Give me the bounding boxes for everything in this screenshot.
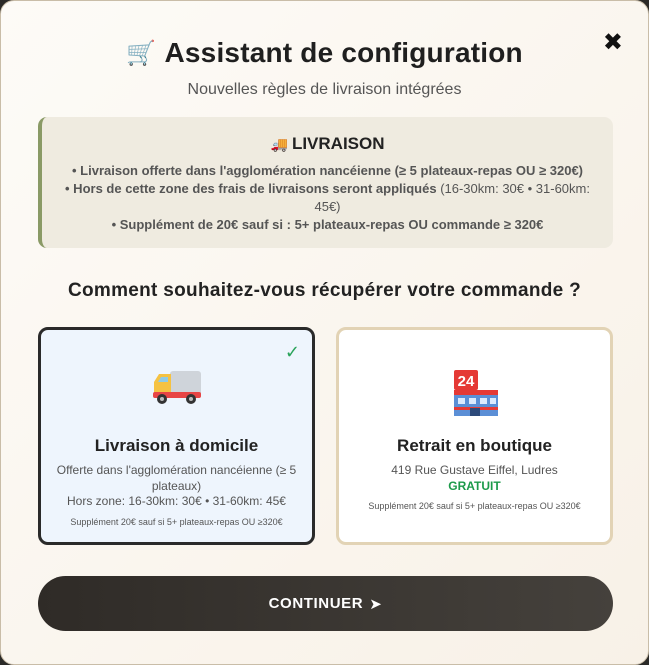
delivery-option-title: Livraison à domicile	[94, 436, 259, 455]
info-line-3-text: • Supplément de 20€ sauf si : 5+ plateaux-repas OU commande ≥ 320€	[111, 217, 544, 232]
delivery-option-card[interactable]	[38, 327, 315, 545]
title-row	[1, 37, 648, 69]
arrow-right-icon: ➤	[369, 595, 383, 613]
pickup-surcharge-note: Supplément 20€ sauf si 5+ plateaux-repas OU ≥320€	[368, 501, 581, 511]
info-line-3	[42, 216, 613, 234]
page-subtitle: Nouvelles règles de livraison intégrées	[187, 81, 462, 98]
info-title	[42, 134, 613, 154]
close-icon[interactable]: ✖	[602, 29, 623, 56]
pickup-address: 419 Rue Gustave Eiffel, Ludres	[391, 463, 558, 477]
pickup-option-card[interactable]	[336, 327, 613, 545]
info-title-text: LIVRAISON	[291, 134, 385, 153]
delivery-info-box	[38, 117, 613, 248]
delivery-surcharge-note: Supplément 20€ sauf si 5+ plateaux-repas OU ≥320€	[70, 516, 283, 527]
store-24-icon	[339, 368, 610, 412]
delivery-desc-line-2: Hors zone: 16-30km: 30€ • 31-60km: 45€	[67, 494, 286, 508]
shopping-cart-icon: 🛒	[126, 39, 157, 67]
delivery-option-description	[41, 463, 312, 530]
info-line-2-bold: • Hors de cette zone des frais de livraisons seront appliqués	[65, 181, 437, 196]
pickup-option-title: Retrait en boutique	[397, 436, 552, 455]
delivery-desc-line-1: Offerte dans l'agglomération nancéienne (≥ 5 plateaux)	[56, 463, 297, 493]
page-title: Assistant de configuration	[164, 37, 523, 68]
info-line-2-rest: (16-30km: 30€ • 31-60km: 45€)	[314, 181, 590, 214]
continue-label: CONTINUER	[268, 595, 364, 612]
continue-button[interactable]	[38, 576, 613, 631]
delivery-truck-icon: 🚚	[270, 136, 288, 152]
question-heading: Comment souhaitez-vous récupérer votre commande ?	[67, 280, 582, 301]
info-line-1-text: • Livraison offerte dans l'agglomération nancéienne (≥ 5 plateaux-repas OU ≥ 320€)	[72, 163, 583, 178]
pickup-option-description	[339, 463, 610, 515]
delivery-truck-icon	[41, 368, 312, 412]
info-line-2	[42, 180, 613, 216]
checkmark-icon: ✓	[284, 342, 300, 362]
store-24-icon-text: 24	[457, 373, 474, 390]
pickup-price-badge: GRATUIT	[448, 478, 501, 493]
info-line-1	[42, 162, 613, 180]
